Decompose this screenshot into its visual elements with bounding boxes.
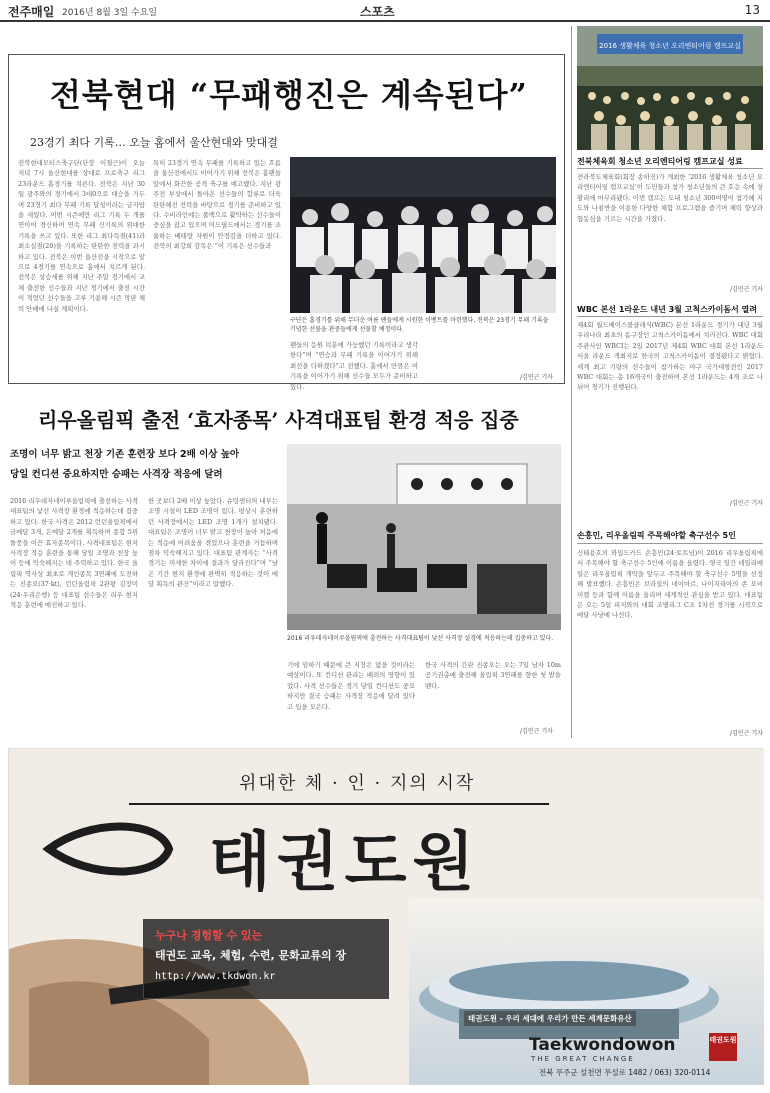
newspaper-logo: 전주매일	[8, 5, 55, 19]
shooting-byline: /김민근 기자	[520, 728, 553, 735]
camp-byline: /김민근 기자	[730, 286, 763, 293]
shooting-subhead-1: 조명이 너무 밝고 천장 기존 훈련장 보다 2배 이상 높아	[10, 449, 240, 460]
issue-date: 2016년 8월 3일 수요일	[62, 8, 158, 18]
lead-photo-caption: 구단은 홈경기를 위해 무더운 여름 팬들에게 시원한 이벤트를 마련했다. 전북은 23경기 무패 기록을 기념한 선물을 관중들에게 선물할 예정이다.	[290, 317, 549, 333]
ad-message-line1: 누구나 경험할 수 있는	[155, 929, 263, 942]
wbc-rule	[577, 316, 763, 317]
ad-tagline: 위대한 체 · 인 · 지의 시작	[239, 773, 476, 794]
taekwondowon-building-illustration	[419, 959, 719, 1039]
wbc-headline: WBC 본선 1라운드 내년 3월 고척스카이돔서 열려	[577, 305, 758, 314]
lead-photo-crowd	[290, 157, 556, 313]
camp-body: 전라북도체육회(회장 송하진)가 개최한 ‘2016 생활체육 청소년 오리엔티어링 캠프교실’이 도민들과 참가 청소년들의 큰 호응 속에 성황리에 마무리됐다. 이번 캠프는 도내 청소년 300여명이 참가해 지도와 나침반을 이용한 다양한 체험 프로그램을 즐기며 체력 향상과 협동심을 기르는 시간을 가졌다.	[577, 173, 763, 223]
camp-banner-text: 2016 생활체육 청소년 오리엔티어링 캠프교실	[599, 42, 741, 50]
shooting-subhead-2: 당일 컨디션 중요하지만 승패는 사격장 적응에 달려	[10, 469, 223, 480]
ad-address: 전북 무주군 설천면 무설로 1482 / 063) 320-0114	[539, 1068, 711, 1077]
shooting-body-col2: 한 곳보다 2배 이상 높았다. 슈팅센터의 내부는 조명 시설이 LED 조명이 있다. 평상시 훈련하던 사격장에서는 LED 조명 1개가 설치됐다. 대표팀은 조명이 너무 밝고 천장이 높아 처음에는 적응에 어려움을 겪었으나 훈련을 거듭하며 점차 익숙해지고 있다. 대표팀 관계자는 “사격 경기는 미세한 차이에 결과가 달라진다”며 “남은 기간 현지 환경에 완벽히 적응하는 것이 메달 획득의 관건”이라고 말했다.	[148, 497, 278, 589]
lead-headline: 전북현대 “무패행진은 계속된다”	[50, 76, 528, 114]
lead-byline: /김민근 기자	[520, 374, 553, 381]
camp-photo	[577, 26, 763, 150]
wbc-body: 제4회 월드베이스볼클래식(WBC) 본선 1라운드 경기가 내년 3월 우리나라 최초의 돔구장인 고척스카이돔에서 치러진다. WBC 대회 주관사인 WBCI는 2일 2017년 제4회 WBC 대회 본선 1라운드 서울 라운드 개최지로 한국의 고척스카이돔이 결정됐다고 밝혔다. 세계 최고 기량의 선수들이 참가하는 야구 국가대항전인 2017 WBC 대회는 총 16개국이 출전하며 본선 1라운드는 4개 조로 나뉘어 경기가 진행된다.	[577, 321, 763, 392]
ad-english-slogan: THE GREAT CHANGE	[531, 1055, 635, 1063]
ad-english-name: Taekwondowon	[529, 1035, 676, 1055]
column-divider	[571, 26, 572, 738]
ad-heritage-line: 태권도원 - 우리 세대에 우리가 만든 세계문화유산	[464, 1011, 636, 1026]
section-name: 스포츠	[360, 5, 395, 19]
camp-headline: 전북체육회 청소년 오리엔티어링 캠프교실 성료	[577, 157, 743, 166]
son-headline: 손흥민, 리우올림픽 주목해야할 축구선수 5인	[577, 531, 736, 540]
page-number: 13	[744, 3, 760, 17]
son-rule	[577, 543, 763, 544]
shooting-photo-caption: 2016 리우데자네이루올림픽에 출전하는 사격대표팀이 낯선 사격장 설경에 적응하는데 집중하고 있다.	[287, 635, 554, 642]
lead-subhead: 23경기 최다 기록… 오늘 홈에서 울산현대와 맞대결	[30, 136, 278, 149]
son-body: 신태용호의 와일드카드 손흥민(24·토트넘)이 2016 리우올림픽에서 주목해야 할 축구선수 5인에 이름을 올렸다. 영국 일간 데일리메일은 리우올림픽 개막을 앞두고 주목해야 할 축구선수 5명을 선정해 발표했다. 손흥민은 브라질의 네이마르, 나이지리아의 존 오비 미켈 등과 함께 이름을 올리며 세계적인 관심을 받고 있다. 대표팀은 오는 5일 피지와의 대회 조별리그 C조 1차전 경기를 시작으로 메달 사냥에 나선다.	[577, 549, 763, 620]
ad-message-line2: 태권도 교육, 체험, 수련, 문화교류의 장	[155, 949, 347, 962]
shooting-body-col3: 기에 임하기 때문에 큰 지장은 없을 것이라는 예상이다. 또 컨디션 관리는 배려의 영향이 있었다. 사격 선수들은 경기 당일 컨디션도 중요하지만 결국 승패는 사격장 적응에 달려 있다고 입을 모은다.	[287, 661, 415, 711]
camp-rule	[577, 168, 763, 169]
ad-seal: 태권도원	[709, 1033, 737, 1061]
shooting-body-col4: 한국 사격의 간판 진종오는 오는 7일 남자 10m 공기권총에 출전해 올림픽 3연패를 향한 첫 발을 뗀다.	[425, 661, 561, 690]
shooting-range-photo	[287, 444, 561, 630]
lead-body-col2: 특히 23경기 연속 무패를 기록하고 있는 흐름을 울산전에서도 이어가기 위해 전북은 홈팬들 앞에서 화끈한 공격 축구를 예고했다. 지난 광주전 부상에서 돌아온 선수들의 합류로 더욱 탄탄해진 전력을 바탕으로 경기를 준비하고 있다. 수비라인에는 풀백으로 활약하는 선수들이 중심을 잡고 있으며 미드필드에서는 경기를 조율하는 베테랑 자원이 안정감을 더하고 있다. 전북의 최강희 감독은 “이 기록은 선수들과	[153, 159, 281, 251]
wbc-byline: /김민근 기자	[730, 500, 763, 507]
lead-body-col1: 전북현대모터스축구단(단장 이철근)이 오늘 저녁 7시 울산현대를 상대로 프로축구 리그 23라운드 홈경기를 치른다. 전북은 지난 30일 광주와의 경기에서 3대0으로 대승을 거두며 23경기 최다 무패 기록 달성이라는 금자탑을 세웠다. 이번 시즌에만 리그 기록 두 개를 연이어 경신하며 연속 무패 신기록의 위대한 기록을 쓰고 있다. 또한 리그 최다득점(41)과 최소실점(20)을 기록하는 탄탄한 전력을 과시하고 있다. 전북은 이번 울산전을 시작으로 앞으로 4경기를 연속으로 홈에서 치르게 된다. 전북은 상승세를 위해 지난 주말 경기에서 교체 출전한 선수들과 지난 경기에서 출전 시간이 적었던 선수들을 고루 기용해 시즌 막판 체력 안배에 나설 계획이다.	[18, 159, 145, 313]
ad-website-link[interactable]: http://www.tkdwon.kr	[155, 971, 276, 982]
lead-body-col3: 팬들의 응원 덕분에 가능했던 기록이라고 생각한다”며 “연승과 무패 기록을 이어가기 위해 최선을 다하겠다”고 전했다. 홈에서 만큼은 이 기록을 이어가기 위해 선수들 모두가 준비하고 있다.	[290, 341, 418, 391]
ad-brand-title: 태권도원	[209, 825, 481, 900]
shooting-body-col1: 2016 리우데자네이루올림픽에 출전하는 사격대표팀의 낯선 사격장 환경에 적응하는데 집중하고 있다. 한국 사격은 2012 런던올림픽에서 금메달 3개, 은메달 2개를 획득하며 종합 5위 돌풍을 이끈 효자종목이다. 사격대표팀은 현지 사격장 적응 훈련을 통해 당일 조명과 천장 높이 등에 익숙해지는 데 주력하고 있다. 한국 올림픽 역사상 최초로 개인종목 3연패에 도전하는 진종오(37·kt), 런던올림픽 2관왕 김장미(24·우리은행) 등 대표팀 선수들은 리우 현지 적응 훈련에 매진하고 있다.	[10, 497, 138, 610]
son-byline: /김민근 기자	[730, 730, 763, 737]
shooting-headline: 리우올림픽 출전 ‘효자종목’ 사격대표팀 환경 적응 집중	[38, 408, 519, 432]
taekwondowon-advertisement	[8, 748, 763, 1084]
tagline-rule	[129, 803, 549, 805]
masthead	[0, 0, 770, 22]
